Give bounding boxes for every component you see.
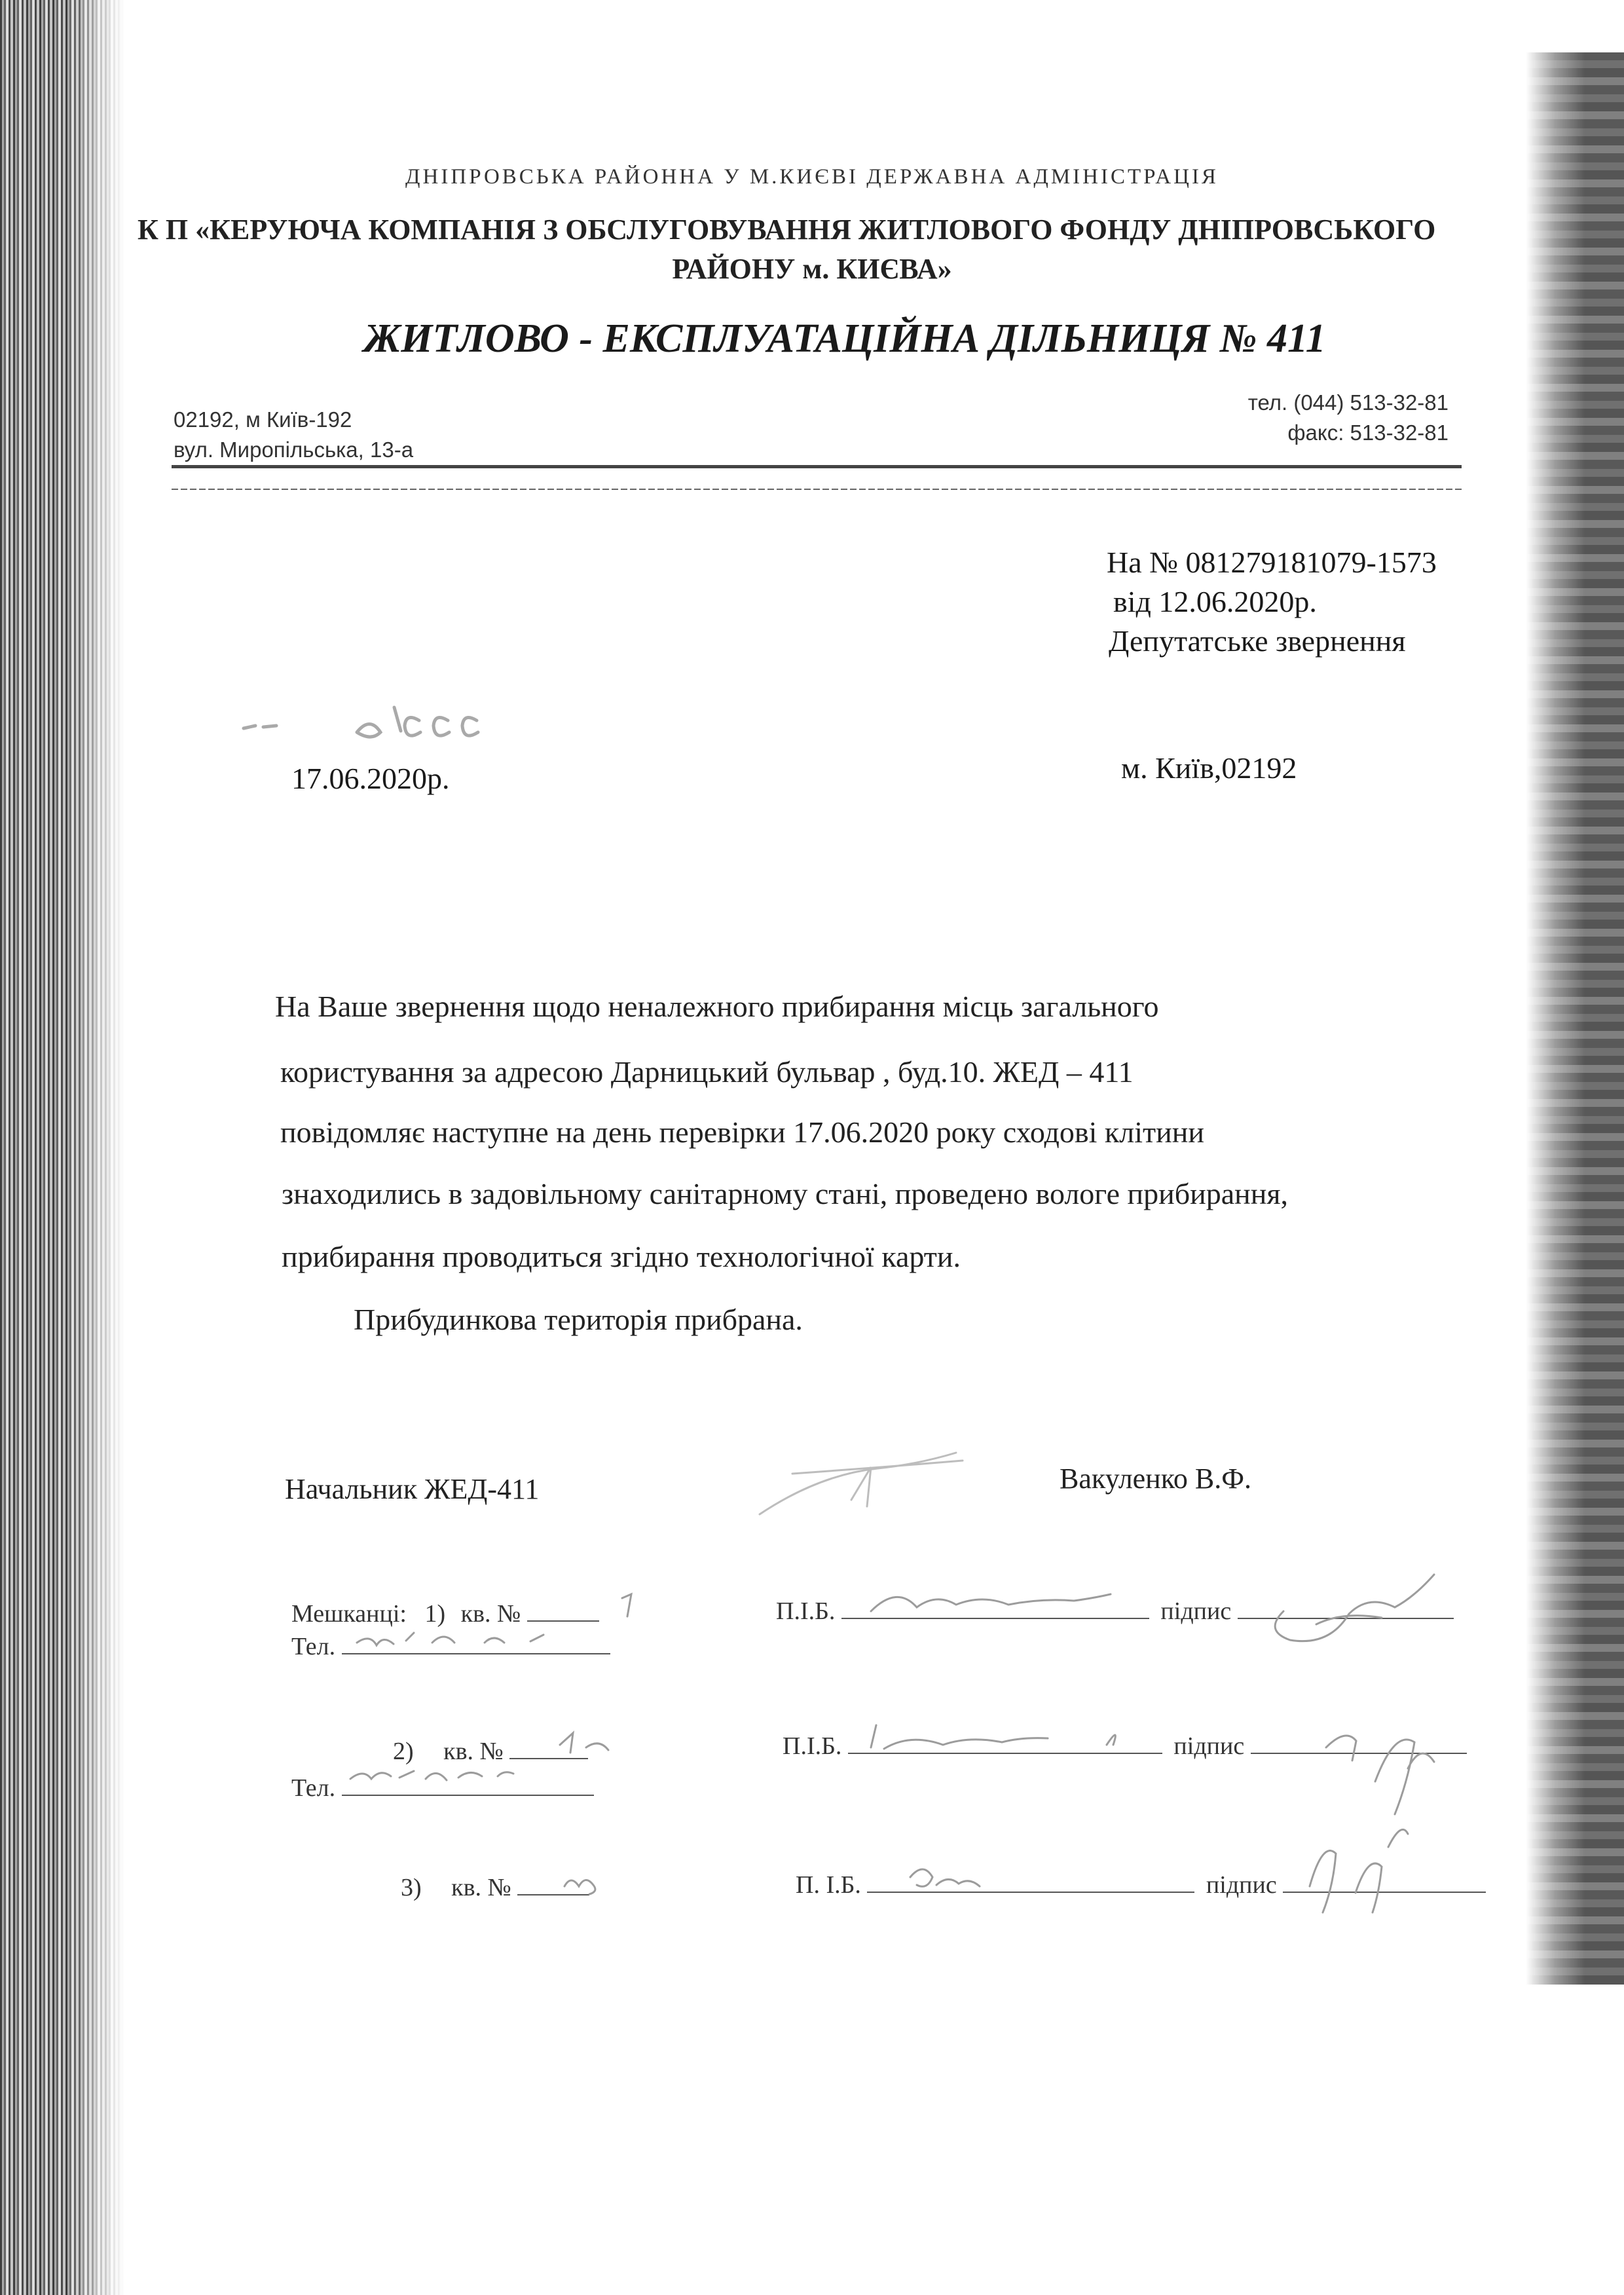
administration-line: ДНІПРОВСЬКА РАЙОННА У М.КИЄВІ ДЕРЖАВНА АДМІНІСТРАЦІЯ	[405, 165, 1219, 189]
address-line-1: 02192, м Київ-192	[174, 407, 352, 432]
paragraph-line-1: На Ваше звернення щодо неналежного прибирання місць загального	[275, 990, 1159, 1023]
resident-2-sign-label: підпис	[1173, 1732, 1245, 1760]
letter-place: м. Київ,02192	[1121, 751, 1297, 785]
section-title: ЖИТЛОВО - ЕКСПЛУАТАЦІЙНА ДІЛЬНИЦЯ № 411	[363, 316, 1326, 361]
signatory-name: Вакуленко В.Ф.	[1060, 1463, 1251, 1495]
resident-2-apt-label: кв. №	[443, 1738, 504, 1765]
resident-2-index: 2)	[393, 1738, 414, 1765]
company-name-line-1: К П «КЕРУЮЧА КОМПАНІЯ З ОБСЛУГОВУВАННЯ ЖИТЛОВОГО ФОНДУ ДНІПРОВСЬКОГО	[138, 214, 1436, 246]
resident-2-pib-label: П.І.Б.	[783, 1732, 842, 1760]
paragraph-line-3: повідомляє наступне на день перевірки 17.06.2020 року сходові клітини	[280, 1115, 1204, 1149]
resident-3-pib-label: П. І.Б.	[796, 1871, 861, 1899]
paragraph-line-2: користування за адресою Дарницький бульвар , буд.10. ЖЕД – 411	[280, 1055, 1134, 1089]
paragraph-line-4: знаходились в задовільному санітарному стані, проведено вологе прибирання,	[282, 1177, 1289, 1210]
residents-intro: Мешканці:	[291, 1600, 407, 1628]
reference-date: від 12.06.2020р.	[1113, 585, 1317, 618]
reference-type: Депутатське звернення	[1109, 624, 1406, 658]
resident-1-tel-label: Тел.	[291, 1633, 336, 1660]
signatory-position: Начальник ЖЕД-411	[285, 1473, 540, 1505]
paragraph-line-5: прибирання проводиться згідно технологічної карти.	[282, 1240, 961, 1273]
resident-1-apt-label: кв. №	[460, 1600, 521, 1628]
resident-2-tel-label: Тел.	[291, 1774, 336, 1802]
company-name-line-2: РАЙОНУ м. КИЄВА»	[672, 253, 952, 285]
resident-3-sign-label: підпис	[1206, 1871, 1277, 1899]
reference-number: На № 081279181079-1573	[1107, 546, 1437, 579]
closing-line: Прибудинкова територія прибрана.	[354, 1303, 803, 1336]
address-line-2: вул. Миропільська, 13-а	[174, 438, 414, 462]
resident-1-pib-label: П.І.Б.	[776, 1597, 836, 1625]
letter-date: 17.06.2020р.	[291, 762, 450, 795]
resident-1-sign-label: підпис	[1160, 1597, 1232, 1625]
resident-3-apt-label: кв. №	[451, 1874, 511, 1901]
fax-number: факс: 513-32-81	[1287, 420, 1449, 445]
resident-1-index: 1)	[424, 1600, 446, 1628]
resident-3-index: 3)	[401, 1874, 422, 1901]
phone-number: тел. (044) 513-32-81	[1247, 390, 1449, 415]
